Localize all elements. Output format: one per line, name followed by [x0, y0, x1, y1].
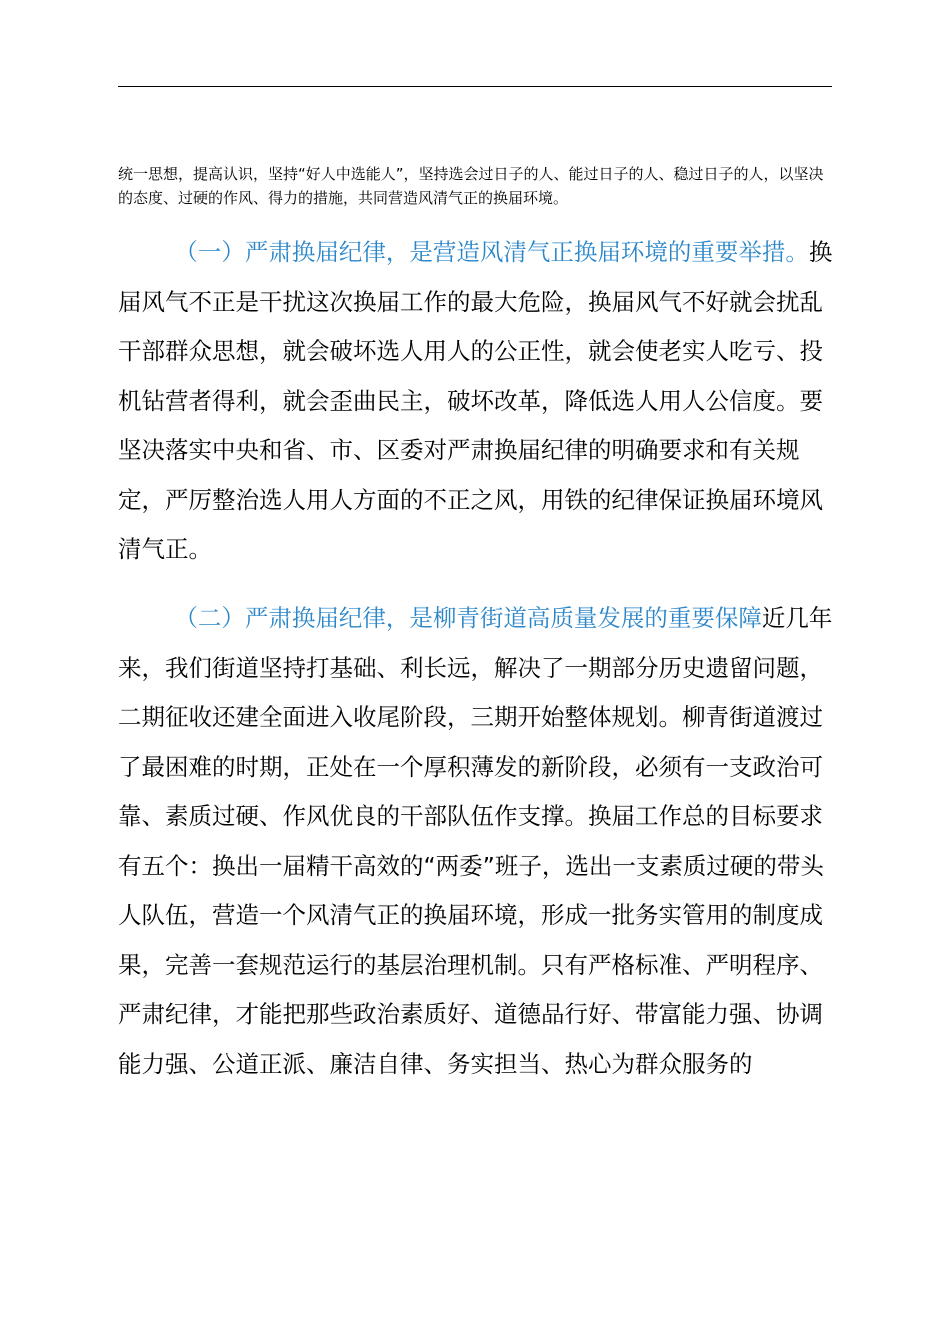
section-2-heading: （二）严肃换届纪律，是柳青街道高质量发展的重要保障: [174, 604, 762, 632]
section-1-heading: （一）严肃换届纪律，是营造风清气正换届环境的重要举措。: [174, 238, 809, 266]
section-2-paragraph: [118, 594, 836, 1089]
section-2-body: 近几年来，我们街道坚持打基础、利长远，解决了一期部分历史遗留问题，二期征收还建全面进入收尾阶段，三期开始整体规划。柳青街道渡过了最困难的时期，正处在一个厚积薄发的新阶段，必须有一支政治可靠、素质过硬、作风优良的干部队伍作支撑。换届工作总的目标要求有五个：换出一届精干高效的“两委”班子，选出一支素质过硬的带头人队伍，营造一个风清气正的换届环境，形成一批务实管用的制度成果，完善一套规范运行的基层治理机制。只有严格标准、严明程序、严肃纪律，才能把那些政治素质好、道德品行好、带富能力强、协调能力强、公道正派、廉洁自律、务实担当、热心为群众服务的: [118, 604, 833, 1078]
section-1-paragraph: [118, 228, 836, 575]
section-1-body: 换届风气不正是干扰这次换届工作的最大危险，换届风气不好就会扰乱干部群众思想，就会破坏选人用人的公正性，就会使老实人吃亏、投机钻营者得利，就会歪曲民主，破坏改革，降低选人用人公信度。要坚决落实中央和省、市、区委对严肃换届纪律的明确要求和有关规定，严厉整治选人用人方面的不正之风，用铁的纪律保证换届环境风清气正。: [118, 238, 833, 563]
intro-paragraph: 统一思想，提高认识，坚持“好人中选能人”，坚持选会过日子的人、能过日子的人、稳过日子的人，以坚决的态度、过硬的作风、得力的措施，共同营造风清气正的换届环境。: [118, 165, 824, 207]
header-rule: [118, 86, 832, 87]
